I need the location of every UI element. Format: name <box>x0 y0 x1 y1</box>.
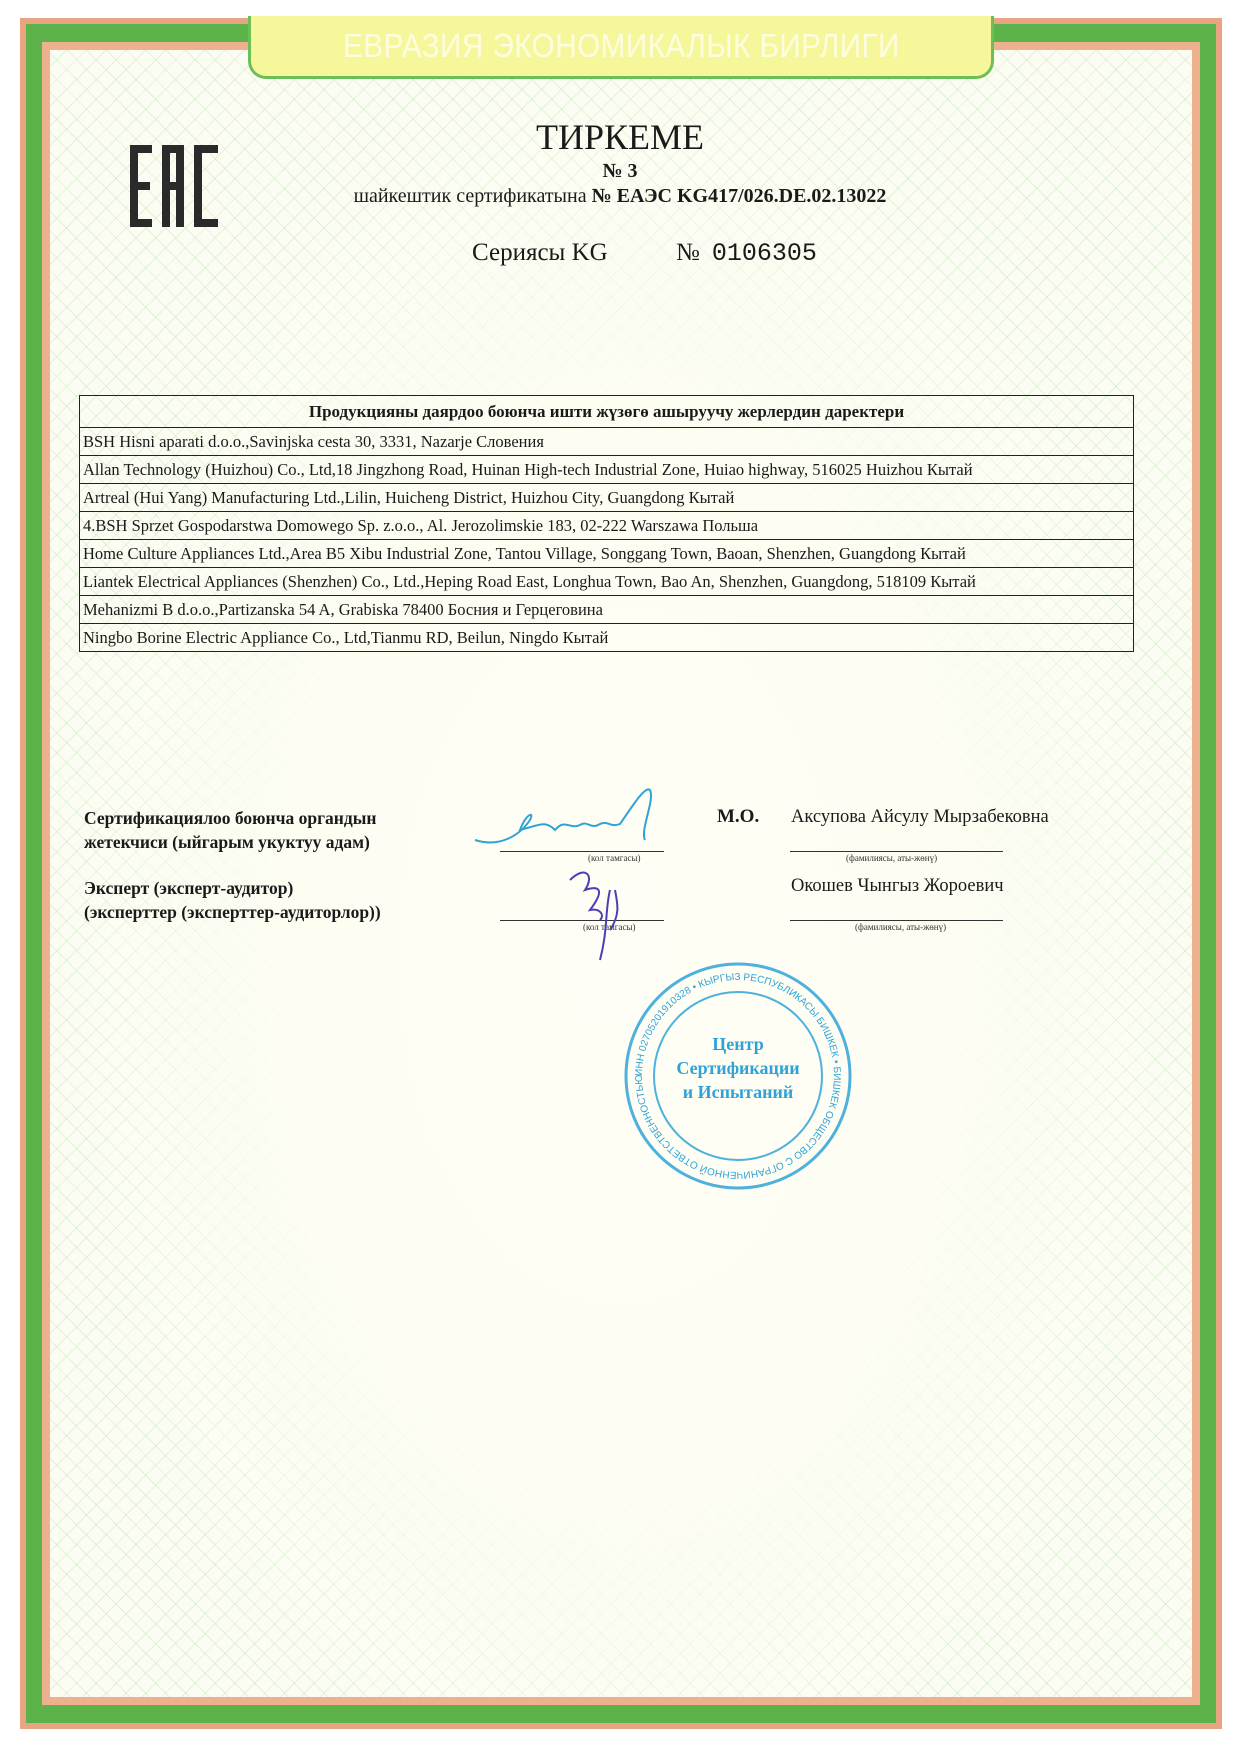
table-row <box>80 428 1134 456</box>
table-cell: Allan Technology (Huizhou) Co., Ltd,18 Jingzhong Road, Huinan High-tech Industrial Zone, Huiao highway, 516025 Huizhou Кытай <box>80 456 1134 484</box>
series-number: 0106305 <box>711 239 817 268</box>
table-cell: Artreal (Hui Yang) Manufacturing Ltd.,Lilin, Huicheng District, Huizhou City, Guangdong Кытай <box>80 484 1134 512</box>
document-title: ТИРКЕМЕ <box>535 117 704 157</box>
stamp-center-line: Центр <box>712 1034 764 1054</box>
head-label-line: Сертификациялоо боюнча органдын <box>84 808 377 828</box>
head-sign-caption: (кол тамгасы) <box>588 853 641 863</box>
banner-text: ЕВРАЗИЯ ЭКОНОМИКАЛЫК БИРЛИГИ <box>342 27 900 64</box>
head-label <box>84 806 376 854</box>
table-cell: BSH Hisni aparati d.o.o.,Savinjska cesta 30, 3331, Nazarje Словения <box>80 428 1134 456</box>
table-row <box>80 484 1134 512</box>
table-row <box>80 624 1134 652</box>
expert-label-line: (эксперттер (эксперттер-аудиторлор)) <box>84 902 381 922</box>
head-name: Аксупова Айсулу Мырзабековна <box>791 807 1049 827</box>
expert-name: Окошев Чынгыз Жороевич <box>791 876 1004 896</box>
table-cell: Home Culture Appliances Ltd.,Area B5 Xibu Industrial Zone, Tantou Village, Songgang Town, Baoan, Shenzhen, Guangdong Кытай <box>80 540 1134 568</box>
stamp-place-label: М.О. <box>717 806 760 827</box>
table-cell: Mehanizmi B d.o.o.,Partizanska 54 A, Grabiska 78400 Босния и Герцеговина <box>80 596 1134 624</box>
table-row <box>80 512 1134 540</box>
stamp-ring-text: ИНН 02705201910328 • КЫРГЫЗ РЕСПУБЛИКАСЫ БИШКЕК • БИШКЕК ОБЩЕСТВО С ОГРАНИЧЕННОЙ ОТВЕТСТВЕННОСТЬЮ <box>633 971 843 1181</box>
head-signature-line <box>500 851 664 852</box>
table-row <box>80 568 1134 596</box>
table-cell: 4.BSH Sprzet Gospodarstwa Domowego Sp. z.o.o., Al. Jerozolimskie 183, 02-222 Warszawa Польша <box>80 512 1134 540</box>
stamp-center-line: и Испытаний <box>682 1082 794 1102</box>
expert-label-line: Эксперт (эксперт-аудитор) <box>84 878 294 898</box>
expert-signature <box>560 860 640 970</box>
expert-name-caption: (фамилиясы, аты-жөнү) <box>855 922 947 932</box>
table-row <box>80 596 1134 624</box>
head-name-caption: (фамилиясы, аты-жөнү) <box>846 853 938 863</box>
production-sites-table <box>79 395 1134 652</box>
certificate-line <box>0 185 1240 208</box>
series-label: Сериясы KG <box>472 239 608 266</box>
expert-label <box>84 876 381 924</box>
table-row <box>80 540 1134 568</box>
expert-sign-caption: (кол тамгасы) <box>583 922 636 932</box>
series-number-block <box>676 238 817 269</box>
head-name-line <box>790 851 1003 852</box>
certificate-prefix: шайкештик сертификатына <box>353 185 587 207</box>
number-sign: № <box>676 239 700 266</box>
certificate-number: № ЕАЭС KG417/026.DE.02.13022 <box>591 185 887 207</box>
organization-stamp <box>622 960 854 1192</box>
table-cell: Ningbo Borine Electric Appliance Co., Ltd,Tianmu RD, Beilun, Ningdo Кытай <box>80 624 1134 652</box>
annex-number: № 3 <box>602 160 638 182</box>
head-signature <box>470 780 700 850</box>
table-cell: Liantek Electrical Appliances (Shenzhen) Co., Ltd.,Heping Road East, Longhua Town, Bao An, Shenzhen, Guangdong, 518109 Кытай <box>80 568 1134 596</box>
head-label-line: жетекчиси (ыйгарым укуктуу адам) <box>84 832 370 852</box>
expert-name-line <box>790 920 1003 921</box>
table-row <box>80 456 1134 484</box>
stamp-center-line: Сертификации <box>676 1058 800 1078</box>
table-header: Продукцияны даярдоо боюнча ишти жүзөгө ашыруучу жерлердин даректери <box>80 396 1134 428</box>
header-banner <box>248 16 994 79</box>
